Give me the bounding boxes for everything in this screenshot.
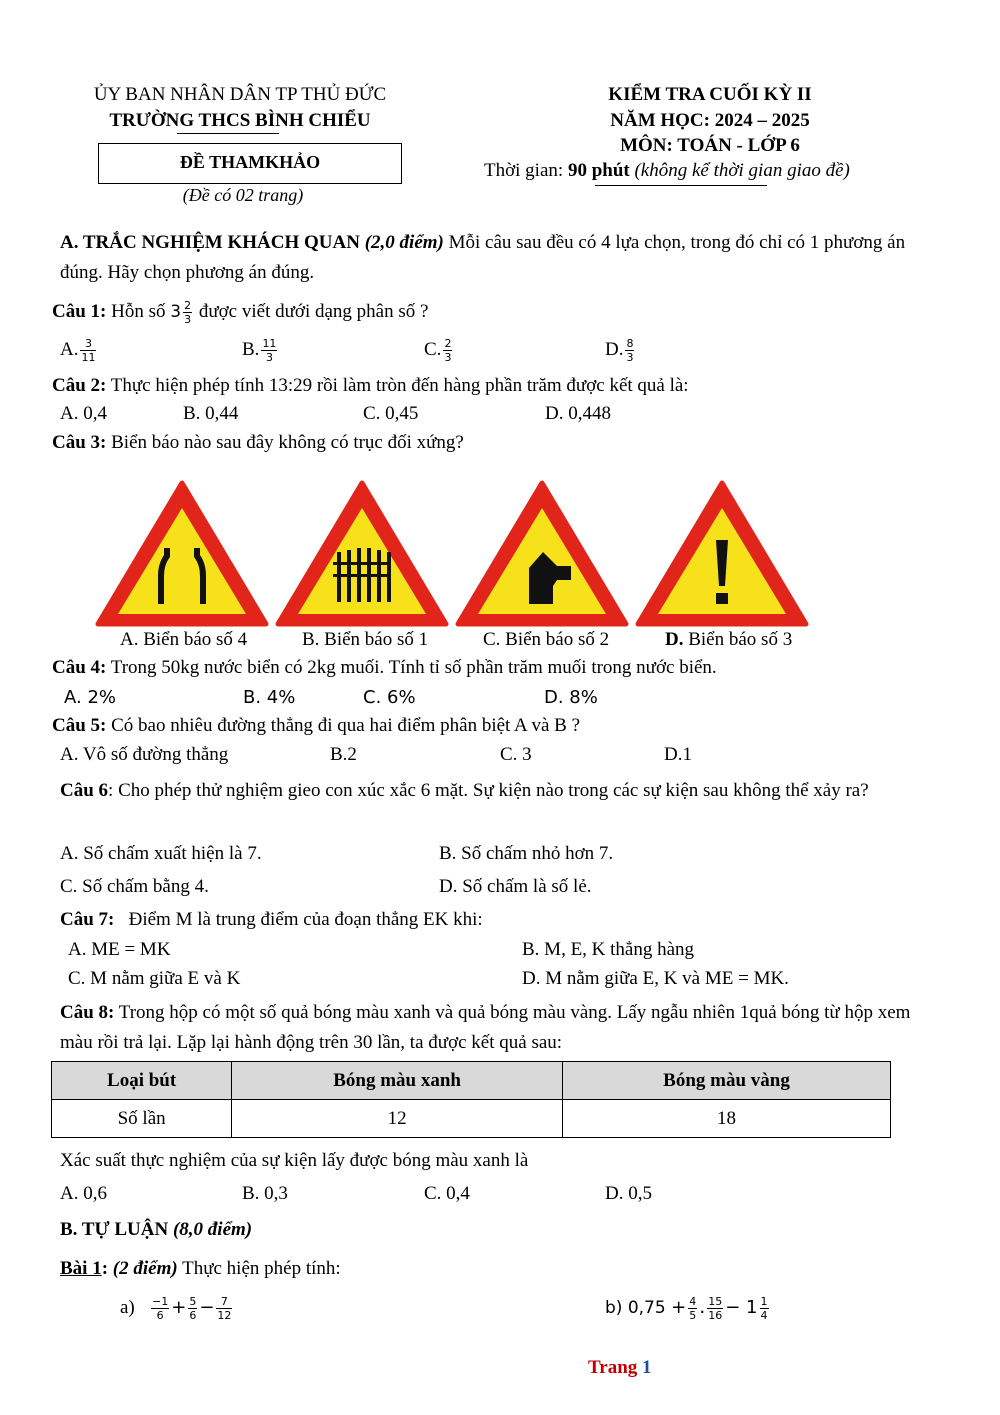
q5-stem: [52, 715, 580, 737]
section-b-title: B. TỰ LUẬN: [60, 1219, 173, 1240]
sign-1-narrow-road: [98, 483, 266, 624]
section-a-title: A. TRẮC NGHIỆM KHÁCH QUAN: [60, 232, 365, 253]
school-year: NĂM HỌC: 2024 – 2025: [610, 110, 810, 131]
q6-option-a[interactable]: A. Số chấm xuất hiện là 7.: [60, 843, 262, 864]
q8-option-d[interactable]: D. 0,5: [605, 1183, 652, 1204]
table-header-cell: Loại bút: [52, 1062, 232, 1100]
q1-num: 2: [184, 299, 192, 312]
q1-option-a-num: 3: [80, 337, 96, 351]
q7-label: Câu 7:: [60, 909, 115, 930]
page-footer: [588, 1357, 652, 1379]
q4-stem: [52, 657, 717, 679]
q5-option-b[interactable]: B.2: [330, 744, 357, 765]
q2-stem: [52, 375, 689, 397]
table-header-row: [52, 1062, 891, 1100]
q1-option-b-letter: B.: [242, 338, 260, 360]
q1-option-c[interactable]: [424, 337, 454, 364]
subject: MÔN: TOÁN - LỚP 6: [620, 135, 800, 156]
q3-option-d-letter: D.: [665, 629, 684, 650]
table-header-cell: Bóng màu vàng: [562, 1062, 890, 1100]
bai1-label: Bài 1: [60, 1258, 102, 1279]
q7-stem: [60, 909, 483, 931]
q8-option-c[interactable]: C. 0,4: [424, 1183, 470, 1204]
q1-option-a-fraction: [80, 337, 96, 364]
q5-option-c[interactable]: C. 3: [500, 744, 532, 765]
q4-option-c[interactable]: C. 6%: [363, 687, 416, 708]
q3-option-c[interactable]: C. Biển báo số 2: [483, 629, 610, 650]
q1-option-a-den: 11: [81, 351, 96, 364]
school-underline: [177, 133, 279, 134]
q1-option-b[interactable]: [242, 337, 279, 364]
table-cell: 12: [232, 1100, 563, 1138]
table-row: [52, 1100, 891, 1138]
section-a-instructions: Mỗi câu sau đều có 4 lựa chọn, trong đó chỉ có 1 phương án đúng. Hãy chọn phương án đúng.: [60, 232, 906, 283]
bai1-part-b: [605, 1295, 771, 1322]
q1-option-a-letter: A.: [60, 338, 79, 360]
q7-option-d[interactable]: D. M nằm giữa E, K và ME = MK.: [522, 968, 789, 989]
bai1-b-op2: − 1: [725, 1296, 758, 1318]
q8-stem: [60, 998, 945, 1058]
section-a-points: (2,0 điểm): [364, 232, 444, 253]
q1-label: Câu 1:: [52, 300, 107, 322]
bai1-a-f2-num: 5: [189, 1295, 197, 1308]
q2-label: Câu 2:: [52, 375, 107, 396]
q1-option-d-letter: D.: [605, 338, 624, 360]
bai1-b-f3-den: 4: [760, 1309, 768, 1322]
bai1-a-op2: −: [199, 1296, 215, 1318]
q1-fraction: [183, 299, 192, 326]
q2-text: Thực hiện phép tính 13:29 rồi làm tròn đến hàng phần trăm được kết quả là:: [106, 375, 689, 396]
q1-option-c-letter: C.: [424, 338, 442, 360]
q1-option-c-fraction: [443, 337, 452, 364]
bai1-colon: :: [101, 1258, 113, 1279]
traffic-signs: [95, 480, 840, 628]
bai1-a-fraction-2: [188, 1295, 197, 1322]
q5-text: Có bao nhiêu đường thẳng đi qua hai điểm phân biệt A và B ?: [106, 715, 581, 736]
time-prefix: Thời gian:: [484, 160, 568, 181]
q1-option-d-num: 8: [626, 337, 634, 350]
q2-option-b[interactable]: B. 0,44: [183, 403, 239, 424]
q5-option-a[interactable]: A. Vô số đường thẳng: [60, 744, 229, 765]
page-number: 1: [642, 1357, 652, 1378]
q6-text: : Cho phép thử nghiệm gieo con xúc xắc 6 mặt. Sự kiện nào trong các sự kiện sau không thể xảy ra?: [108, 780, 869, 801]
table-header-cell: Bóng màu xanh: [232, 1062, 563, 1100]
results-table: [51, 1061, 891, 1138]
q1-option-a[interactable]: [60, 337, 98, 364]
bai1-b-label: b) 0,75: [605, 1297, 672, 1318]
section-b-points: (8,0 điểm): [172, 1219, 253, 1240]
section-b-heading: [60, 1219, 252, 1241]
q8-option-b[interactable]: B. 0,3: [242, 1183, 288, 1204]
exam-title: KIỂM TRA CUỐI KỲ II: [608, 84, 812, 105]
table-cell: Số lần: [52, 1100, 232, 1138]
q3-option-d[interactable]: [665, 629, 792, 651]
bai1-a-f1-den: 6: [156, 1309, 164, 1322]
bai1-a-f3-num: 7: [216, 1295, 232, 1309]
q7-option-b[interactable]: B. M, E, K thẳng hàng: [522, 939, 695, 960]
bai1-b-fraction-1: [688, 1295, 697, 1322]
q1-text-after: được viết dưới dạng phân số ?: [194, 300, 429, 322]
bai1-a-fraction-1: [151, 1295, 169, 1322]
q2-option-d[interactable]: D. 0,448: [545, 403, 611, 424]
q2-option-a[interactable]: A. 0,4: [60, 403, 107, 424]
q8-label: Câu 8:: [60, 1002, 115, 1023]
bai1-a-f2-den: 6: [189, 1309, 197, 1322]
table-cell: 18: [562, 1100, 890, 1138]
q1-option-d[interactable]: [605, 337, 636, 364]
bai1-b-f1-num: 4: [689, 1295, 697, 1308]
bai1-b-fraction-2: [707, 1295, 723, 1322]
school-name: TRƯỜNG THCS BÌNH CHIỂU: [109, 110, 371, 131]
q6-option-c[interactable]: C. Số chấm bằng 4.: [60, 876, 209, 897]
time-underline: [595, 185, 767, 186]
section-a-heading: [60, 228, 945, 288]
q4-option-a[interactable]: A. 2%: [64, 687, 116, 708]
sign-2-railroad-crossing: [278, 483, 446, 624]
q8-question: Xác suất thực nghiệm của sự kiện lấy được bóng màu xanh là: [60, 1150, 529, 1171]
q1-stem: [52, 299, 428, 326]
q1-option-d-den: 3: [626, 351, 634, 364]
bai1-text: Thực hiện phép tính:: [177, 1258, 341, 1279]
q3-text: Biển báo nào sau đây không có trục đối xứng?: [106, 432, 464, 453]
bai1-a-fraction-3: [216, 1295, 232, 1322]
q3-option-a[interactable]: A. Biển báo số 4: [120, 629, 248, 650]
time-value: 90 phút: [567, 160, 630, 181]
q1-den: 3: [184, 313, 192, 326]
bai1-stem: [60, 1258, 341, 1280]
time-note: (không kể thời gian giao đề): [629, 160, 850, 181]
sign-3-side-road: [458, 483, 626, 624]
exam-time: [484, 160, 850, 182]
q7-text: Điểm M là trung điểm của đoạn thẳng EK khi:: [114, 909, 483, 930]
q1-option-b-den: 3: [265, 351, 273, 364]
q2-option-c[interactable]: C. 0,45: [363, 403, 419, 424]
q1-option-b-fraction: [261, 337, 277, 364]
q3-option-b[interactable]: B. Biển báo số 1: [302, 629, 429, 650]
committee-name: ỦY BAN NHÂN DÂN TP THỦ ĐỨC: [93, 84, 387, 105]
q4-option-d[interactable]: D. 8%: [544, 687, 598, 708]
bai1-points: (2 điểm): [112, 1258, 178, 1279]
bai1-b-f2-den: 16: [708, 1309, 723, 1322]
bai1-a-f1-num: −1: [152, 1295, 169, 1308]
q4-text: Trong 50kg nước biển có 2kg muối. Tính tỉ số phần trăm muối trong nước biển.: [106, 657, 717, 678]
bai1-b-f2-num: 15: [708, 1295, 723, 1308]
q1-option-c-num: 2: [444, 337, 452, 350]
q6-stem: [60, 776, 945, 806]
q5-option-d[interactable]: D.1: [664, 744, 692, 765]
q4-label: Câu 4:: [52, 657, 107, 678]
q6-option-d[interactable]: D. Số chấm là số lẻ.: [439, 876, 592, 897]
q3-stem: [52, 432, 464, 454]
q7-option-c[interactable]: C. M nằm giữa E và K: [68, 968, 241, 989]
bai1-b-f1-den: 5: [689, 1309, 697, 1322]
exam-label: ĐỀ THAMKHẢO: [179, 152, 321, 172]
q8-text: Trong hộp có một số quả bóng màu xanh và quả bóng màu vàng. Lấy ngẫu nhiên 1quả bóng từ hộp xem màu rồi trả lại. Lặp lại hành động trên 30 lần, ta được kết quả sau:: [60, 1002, 911, 1053]
q7-option-a[interactable]: A. ME = MK: [68, 939, 171, 960]
sign-4-danger: [638, 483, 806, 624]
q3-label: Câu 3:: [52, 432, 107, 453]
q8-option-a[interactable]: A. 0,6: [60, 1183, 107, 1204]
bai1-a-op1: +: [171, 1296, 187, 1318]
q1-text-before: Hỗn số: [106, 300, 171, 322]
q4-option-b[interactable]: B. 4%: [243, 687, 296, 708]
bai1-b-fraction-3: [760, 1295, 769, 1322]
q1-whole: 3: [170, 301, 182, 322]
bai1-b-dot: .: [699, 1295, 706, 1318]
bai1-b-op1: +: [671, 1296, 687, 1318]
page-word: Trang: [588, 1357, 643, 1378]
q1-option-d-fraction: [625, 337, 634, 364]
bai1-a-label: a): [120, 1296, 135, 1318]
q6-option-b[interactable]: B. Số chấm nhỏ hơn 7.: [439, 843, 614, 864]
bai1-part-a: [120, 1295, 234, 1322]
bai1-b-f3-num: 1: [760, 1295, 768, 1308]
q1-option-b-num: 11: [262, 337, 277, 350]
pages-note: (Đề có 02 trang): [182, 185, 304, 205]
q3-option-d-text: Biển báo số 3: [688, 629, 793, 650]
q1-option-c-den: 3: [444, 351, 452, 364]
q5-label: Câu 5:: [52, 715, 107, 736]
q6-label: Câu 6: [60, 780, 109, 801]
bai1-a-f3-den: 12: [217, 1309, 232, 1322]
